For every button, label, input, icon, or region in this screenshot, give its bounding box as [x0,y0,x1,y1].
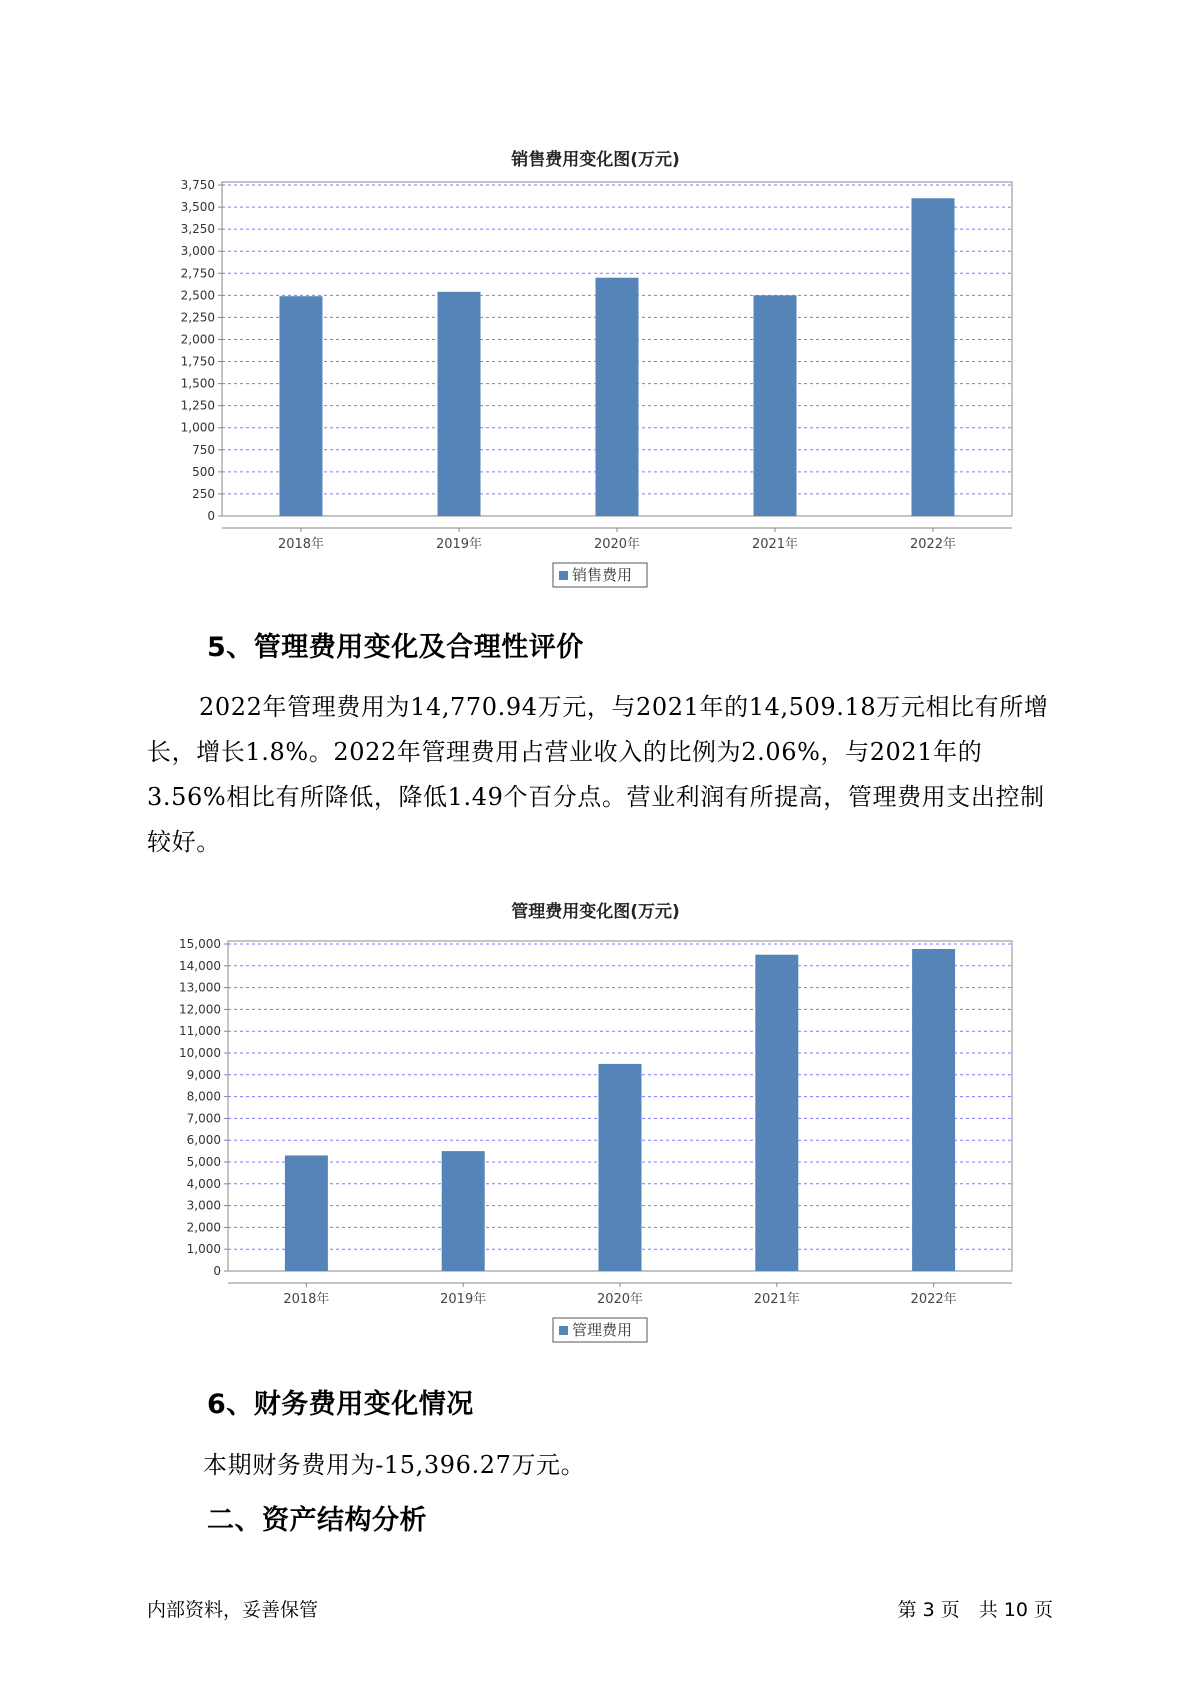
y-tick-label: 6,000 [186,1133,221,1148]
x-tick-label: 2022年 [909,537,957,552]
y-tick-label: 3,000 [180,244,215,259]
chart-title-sales: 销售费用变化图(万元) [511,150,680,170]
y-tick-label: 14,000 [179,958,221,973]
sales-expense-chart [0,170,1191,610]
y-tick-label: 1,000 [186,1242,221,1257]
y-tick-label: 2,500 [180,288,215,303]
chart-title-admin: 管理费用变化图(万元) [511,902,680,922]
y-tick-label: 0 [207,509,215,523]
x-tick-label: 2019年 [435,537,483,552]
bar [599,1064,642,1271]
y-tick-label: 250 [192,486,215,501]
y-tick-label: 1,000 [180,420,215,435]
x-tick-label: 2019年 [440,1292,487,1307]
bar [438,292,481,516]
admin-expense-paragraph: 2022年管理费用为14,770.94万元，与2021年的14,509.18万元相比有所增长，增长1.8%。2022年管理费用占营业收入的比例为2.06%，与2021年的3.56%相比有所降低，降低1.49个百分点。营业利润有所提高，管理费用支出控制较好。 [147,693,1049,856]
y-tick-label: 12,000 [179,1002,221,1017]
legend-swatch [559,1326,568,1335]
bar [280,296,323,516]
y-tick-label: 3,500 [180,200,215,215]
bar [912,949,955,1271]
y-tick-label: 2,250 [180,310,215,325]
y-tick-label: 9,000 [186,1067,221,1082]
footer-page-number: 第 3 页 共 10 页 [897,1599,1053,1621]
x-tick-label: 2022年 [910,1292,957,1307]
bar [755,955,798,1271]
y-tick-label: 1,500 [180,376,215,391]
y-tick-label: 3,000 [186,1198,221,1213]
bar [754,295,797,516]
x-tick-label: 2021年 [751,537,799,552]
y-tick-label: 11,000 [179,1024,221,1039]
legend-swatch [559,571,568,580]
y-tick-label: 3,250 [180,222,215,237]
section-heading-finance-expense: 6、财务费用变化情况 [207,1389,474,1420]
section-heading-admin-expense: 5、管理费用变化及合理性评价 [207,632,584,663]
y-tick-label: 10,000 [179,1046,221,1060]
y-tick-label: 2,750 [180,266,215,281]
y-tick-label: 2,000 [186,1220,221,1235]
y-tick-label: 7,000 [186,1111,221,1126]
x-tick-label: 2018年 [283,1292,330,1307]
x-tick-label: 2021年 [753,1292,800,1307]
y-tick-label: 750 [192,442,215,457]
legend-label: 管理费用 [572,1321,633,1339]
y-tick-label: 2,000 [180,332,215,347]
bar [285,1155,328,1271]
y-tick-label: 13,000 [179,980,221,995]
y-tick-label: 3,750 [180,178,215,192]
y-tick-label: 1,750 [180,354,215,369]
admin-expense-chart [0,925,1191,1365]
y-tick-label: 0 [213,1264,221,1278]
bar [912,198,955,516]
x-tick-label: 2020年 [596,1292,644,1307]
section-heading-asset-structure: 二、资产结构分析 [207,1505,427,1536]
bar [442,1151,485,1271]
finance-expense-text: 本期财务费用为-15,396.27万元。 [203,1451,586,1479]
legend-label: 销售费用 [572,566,633,584]
y-tick-label: 1,250 [180,398,215,413]
y-tick-label: 15,000 [179,937,221,951]
footer-confidential-note: 内部资料，妥善保管 [147,1599,319,1621]
bar [596,278,639,516]
y-tick-label: 5,000 [186,1155,221,1169]
x-tick-label: 2020年 [593,537,641,552]
y-tick-label: 8,000 [186,1089,221,1104]
y-tick-label: 4,000 [186,1176,221,1191]
x-tick-label: 2018年 [277,537,325,552]
y-tick-label: 500 [192,464,215,479]
